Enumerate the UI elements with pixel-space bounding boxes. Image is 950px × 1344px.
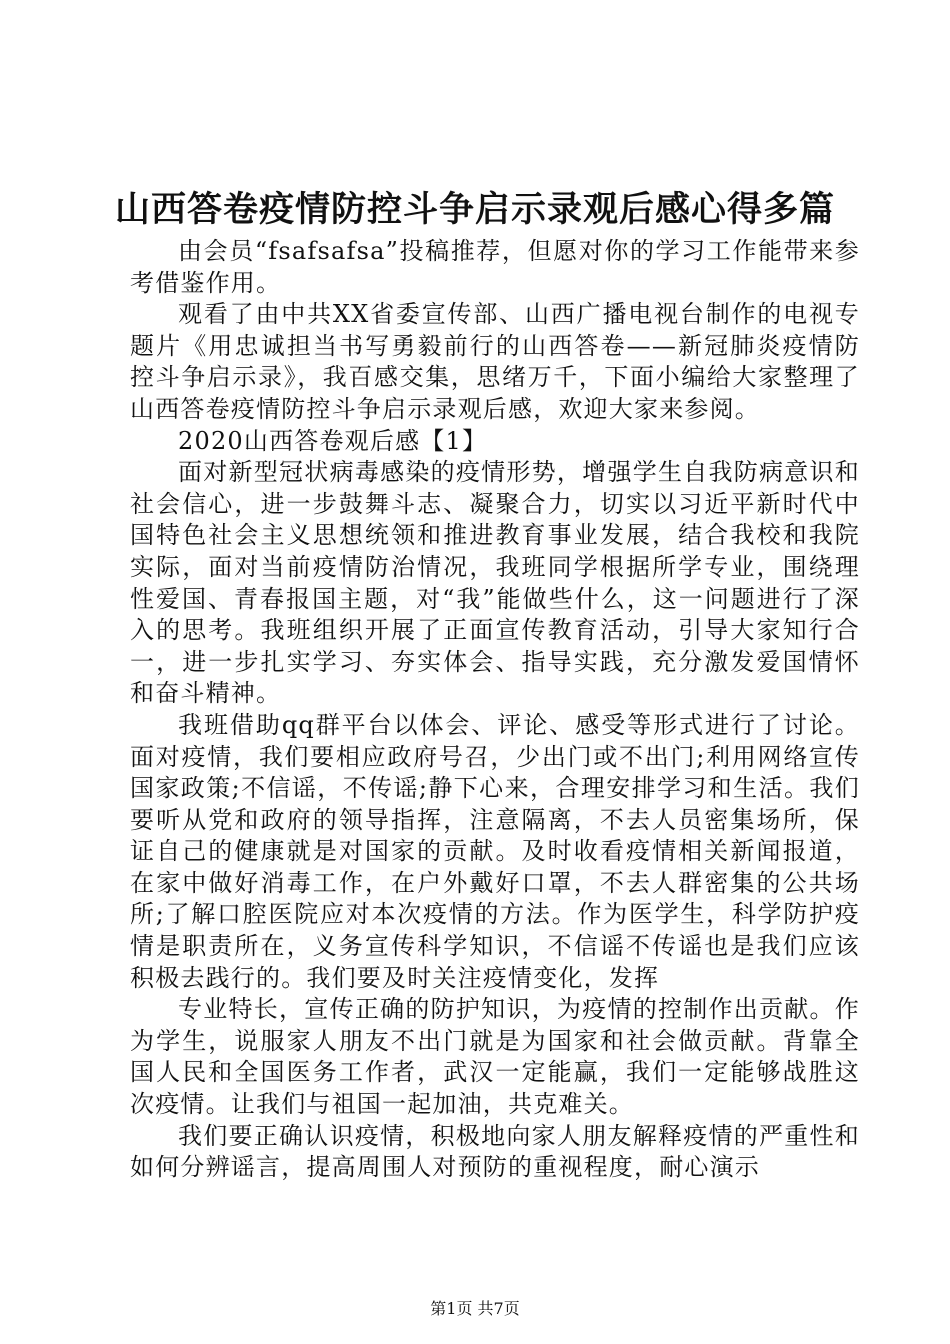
paragraph-1: 面对新型冠状病毒感染的疫情形势，增强学生自我防病意识和社会信心，进一步鼓舞斗志、凝聚合力，切实以习近平新时代中国特色社会主义思想统领和推进教育事业发展，结合我校和我院实际，面对当前疫情防治情况，我班同学根据所学专业，围绕理性爱国、青春报国主题，对“我”能做些什么，这一问题进行了深入的思考。我班组织开展了正面宣传教育活动，引导大家知行合一，进一步扎实学习、夯实体会、指导实践，充分激发爱国情怀和奋斗精神。 [130,458,860,708]
paragraph-4: 我们要正确认识疫情，积极地向家人朋友解释疫情的严重性和如何分辨谣言，提高周围人对预防的重视程度，耐心演示 [130,1121,860,1182]
section-heading: 2020山西答卷观后感【1】 [178,426,488,455]
page-number-footer: 第1页 共7页 [430,1299,520,1318]
paragraph-2: 我班借助qq群平台以体会、评论、感受等形式进行了讨论。面对疫情，我们要相应政府号召，少出门或不出门;利用网络宣传国家政策;不信谣，不传谣;静下心来，合理安排学习和生活。我们要听从党和政府的领导指挥，注意隔离，不去人员密集场所，保证自己的健康就是对国家的贡献。及时收看疫情相关新闻报道，在家中做好消毒工作，在户外戴好口罩，不去人群密集的公共场所;了解口腔医院应对本次疫情的方法。作为医学生，科学防护疫情是职责所在，义务宣传科学知识，不信谣不传谣也是我们应该积极去践行的。我们要及时关注疫情变化，发挥 [130,710,860,992]
document-title: 山西答卷疫情防控斗争启示录观后感心得多篇 [114,189,835,230]
paragraph-intro: 由会员“fsafsafsa”投稿推荐，但愿对你的学习工作能带来参考借鉴作用。 [130,237,860,297]
paragraph-summary: 观看了由中共XX省委宣传部、山西广播电视台制作的电视专题片《用忠诚担当书写勇毅前行的山西答卷——新冠肺炎疫情防控斗争启示录》，我百感交集，思绪万千，下面小编给大家整理了山西答卷疫情防控斗争启示录观后感，欢迎大家来参阅。 [130,300,860,423]
document-body [130,236,860,1184]
paragraph-3: 专业特长，宣传正确的防护知识，为疫情的控制作出贡献。作为学生，说服家人朋友不出门就是为国家和社会做贡献。背靠全国人民和全国医务工作者，武汉一定能赢，我们一定能够战胜这次疫情。让我们与祖国一起加油，共克难关。 [130,995,860,1119]
